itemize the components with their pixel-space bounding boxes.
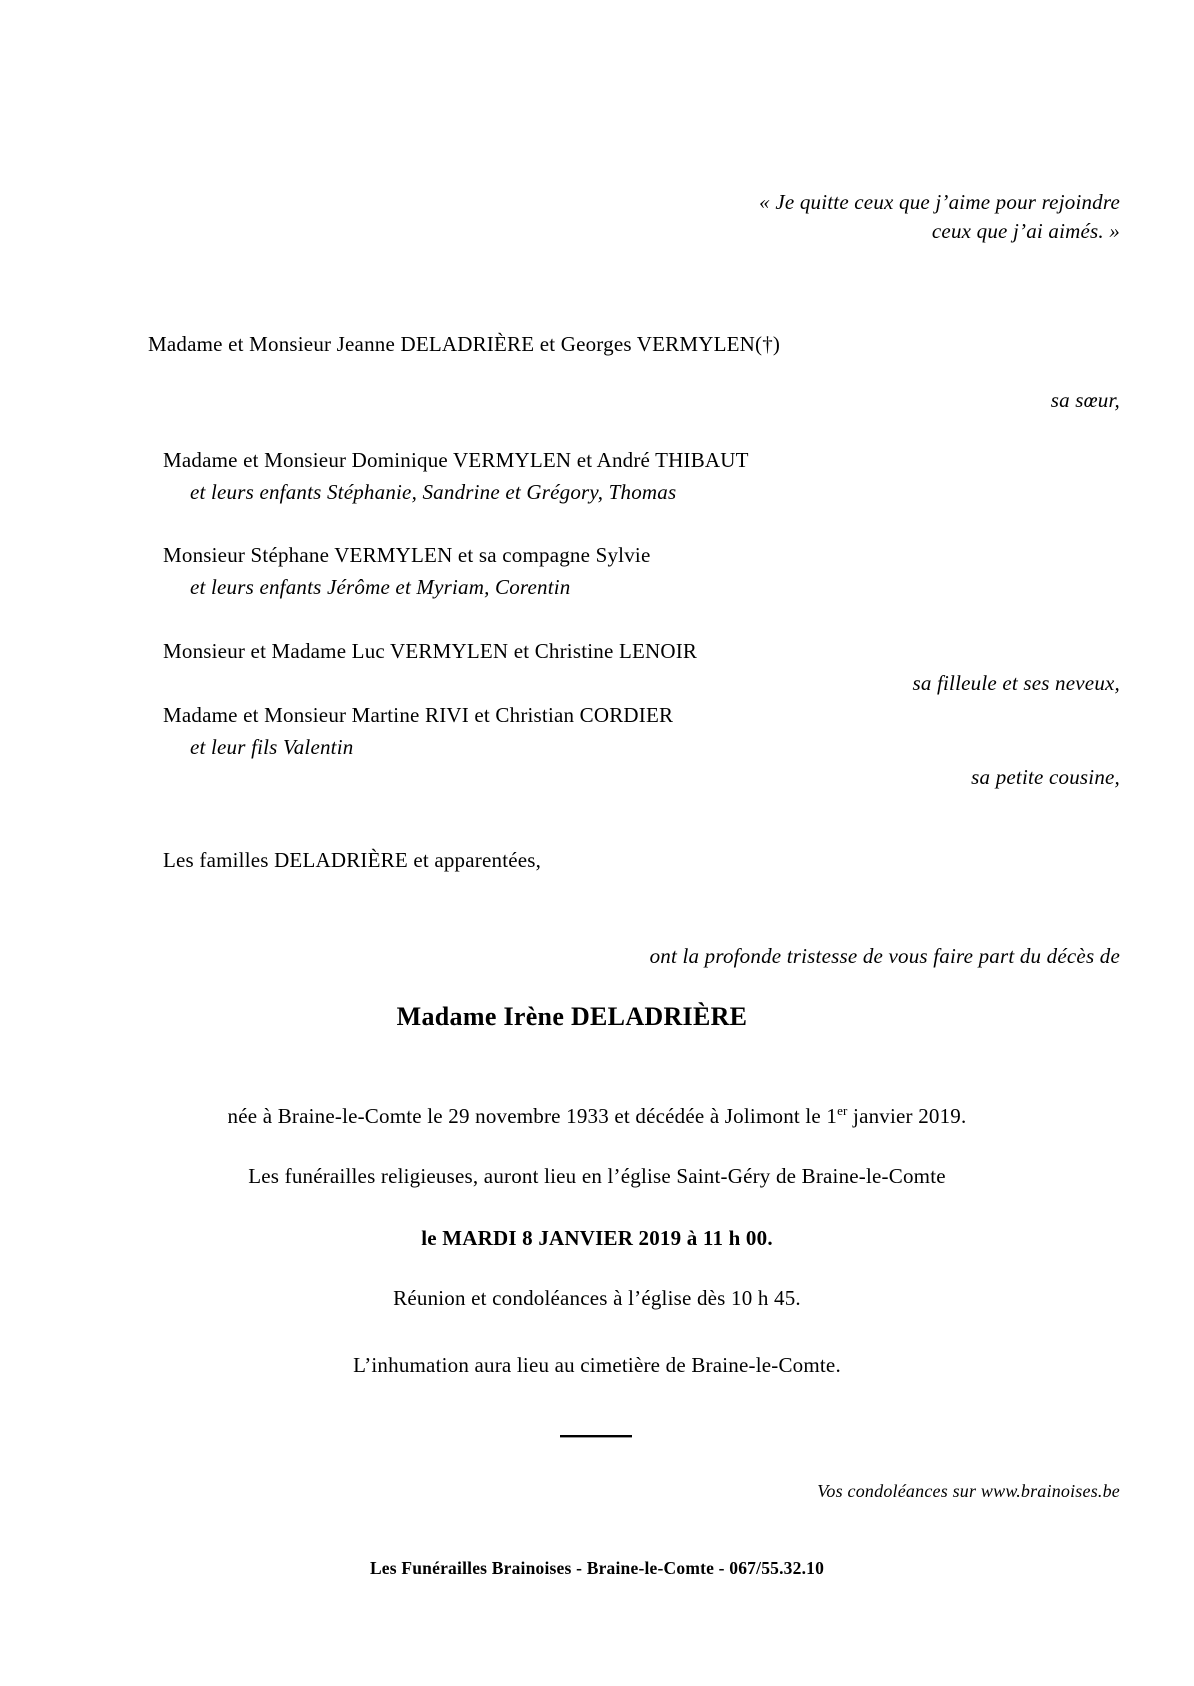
announcer-stephane-couple: Monsieur Stéphane VERMYLEN et sa compagne Sylvie [163,543,651,567]
burial-line: L’inhumation aura lieu au cimetière de Braine-le-Comte. [353,1353,841,1377]
announcer-families: Les familles DELADRIÈRE et apparentées, [163,848,542,872]
separator-rule [560,1435,632,1438]
birth-death-text-start: née à Braine-le-Comte le 29 novembre 1933 et décédée à Jolimont le 1 [227,1104,838,1128]
funeral-datetime: le MARDI 8 JANVIER 2019 à 11 h 00. [421,1226,773,1250]
announcer-sister-couple: Madame et Monsieur Jeanne DELADRIÈRE et Georges VERMYLEN(†) [148,332,781,356]
epigraph-quote-line-1: « Je quitte ceux que j’aime pour rejoindre [759,190,1120,214]
announcer-dominique-children: et leurs enfants Stéphanie, Sandrine et Grégory, Thomas [190,480,677,504]
announcer-martine-children: et leur fils Valentin [190,735,354,759]
funeral-service-line: Les funérailles religieuses, auront lieu en l’église Saint-Géry de Braine-le-Comte [248,1164,946,1188]
funeral-home-footer: Les Funérailles Brainoises - Braine-le-Comte - 067/55.32.10 [369,1558,825,1578]
announcer-dominique-couple: Madame et Monsieur Dominique VERMYLEN et André THIBAUT [163,448,749,472]
birth-death-line [74,1104,1120,1129]
relation-little-cousin: sa petite cousine, [971,765,1120,789]
gathering-line: Réunion et condoléances à l’église dès 10 h 45. [393,1286,801,1310]
announcer-luc-couple: Monsieur et Madame Luc VERMYLEN et Christine LENOIR [163,639,698,663]
relation-sister: sa sœur, [1050,388,1120,412]
announcer-stephane-children: et leurs enfants Jérôme et Myriam, Corentin [190,575,571,599]
online-condolences-line: Vos condoléances sur www.brainoises.be [817,1481,1120,1501]
announcer-martine-couple: Madame et Monsieur Martine RIVI et Christian CORDIER [163,703,674,727]
deceased-name: Madame Irène DELADRIÈRE [396,1002,748,1031]
birth-death-ordinal: er [837,1103,848,1118]
epigraph-quote-line-2: ceux que j’ai aimés. » [931,219,1120,243]
birth-death-text-end: janvier 2019. [847,1104,967,1128]
announcement-intro: ont la profonde tristesse de vous faire part du décès de [649,944,1120,968]
relation-goddaughter-nephews: sa filleule et ses neveux, [912,671,1120,695]
